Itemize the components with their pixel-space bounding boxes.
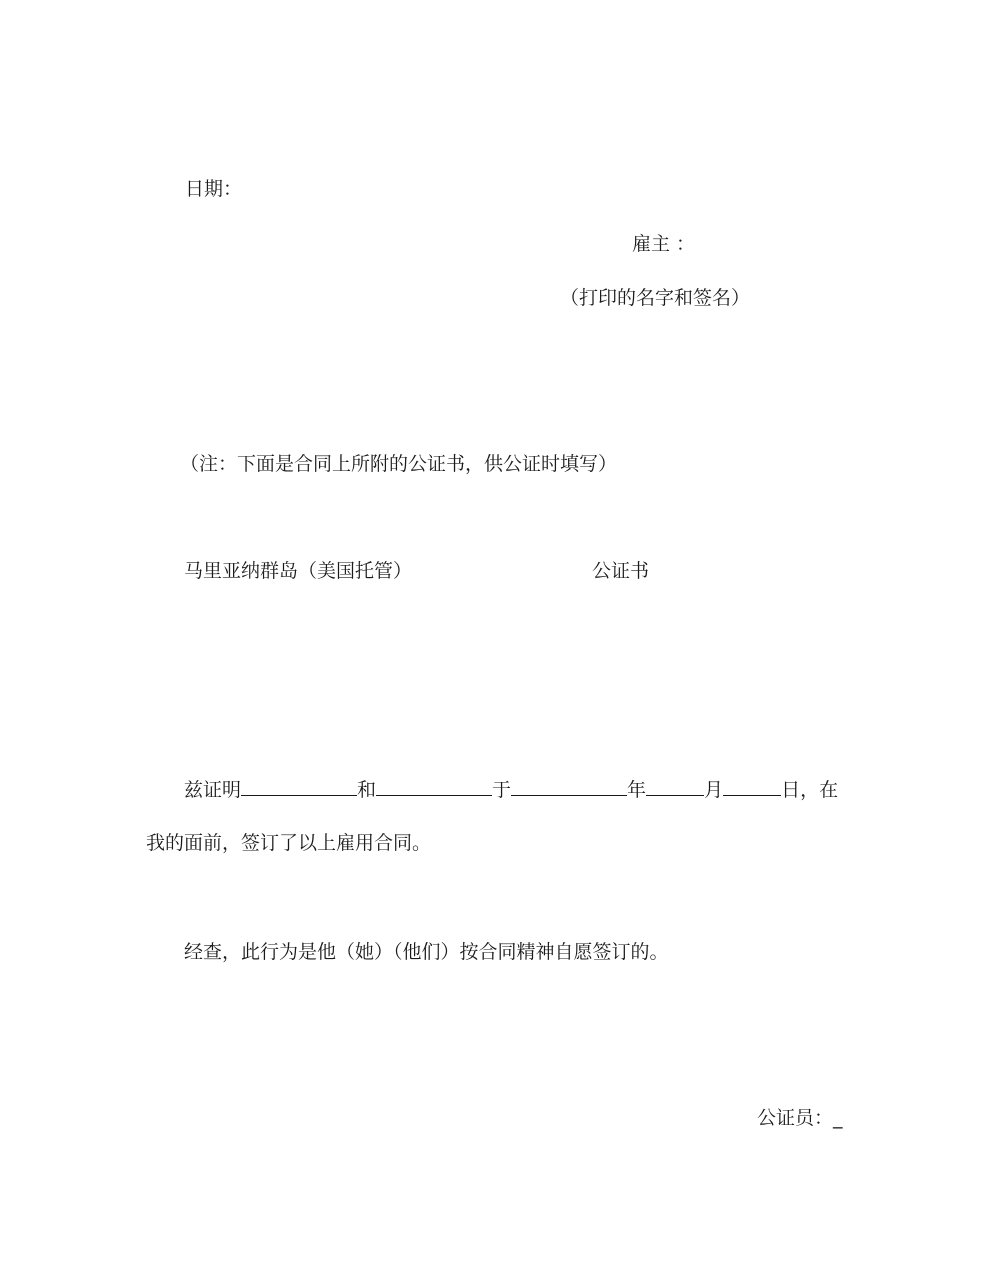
party-two-blank [376,777,492,796]
employer-label: 雇主 ： [632,233,696,255]
month-blank [646,777,704,796]
notary-label: 公证员：_ [757,1107,843,1129]
certify-prefix: 兹证明 [184,779,242,801]
certify-on: 于 [492,779,512,801]
certify-day-suffix: 日，在 [781,779,839,801]
date-label: 日期： [185,178,243,200]
region-heading: 马里亚纳群岛（美国托管） [184,560,413,582]
notarial-note: （注：下面是合同上所附的公证书，供公证时填写） [180,453,618,475]
day-blank [723,777,781,796]
certify-and: 和 [357,779,377,801]
certify-line-2: 我的面前，签订了以上雇用合同。 [146,832,432,854]
verification-statement: 经查，此行为是他（她）（他们）按合同精神自愿签订的。 [184,941,669,963]
notarial-certificate-title: 公证书 [592,560,650,582]
party-one-blank [241,777,357,796]
employer-signature-hint: （打印的名字和签名） [560,287,751,309]
year-blank [511,777,627,796]
certify-line-1 [184,777,838,802]
certify-year: 年 [627,779,647,801]
certify-month: 月 [704,779,724,801]
